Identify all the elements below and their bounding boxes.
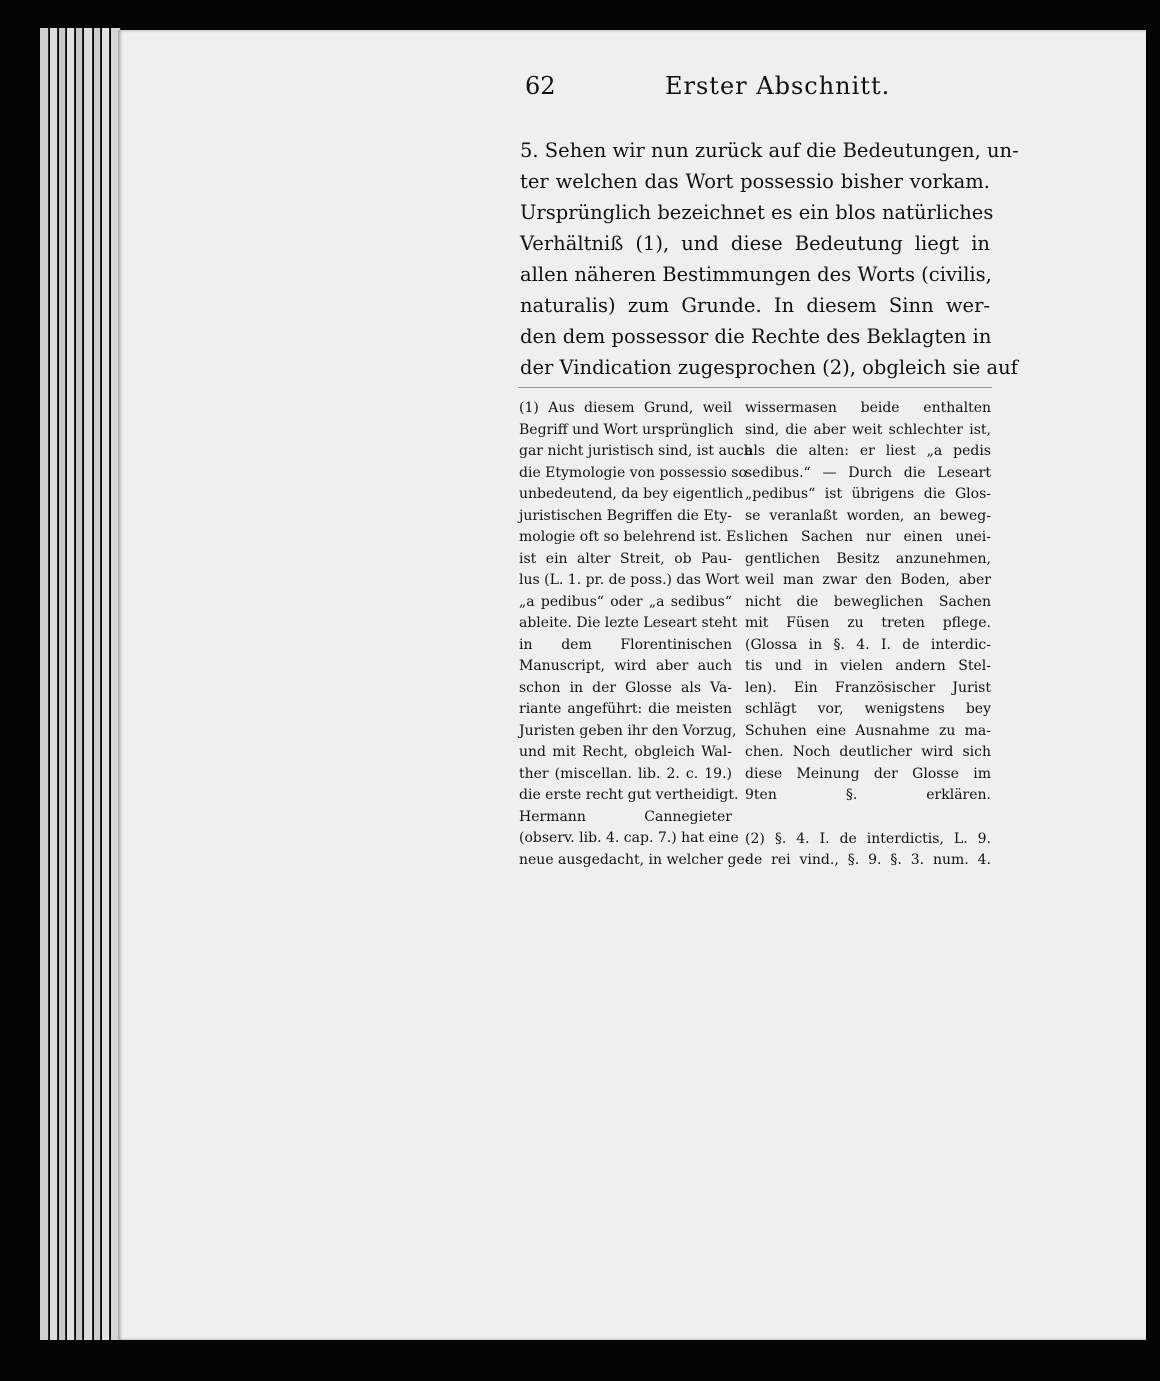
- body-line: allen näheren Bestimmungen des Worts (civilis,: [520, 263, 992, 286]
- footnote-line: schlägt vor, wenigstens bey: [745, 701, 991, 717]
- footnote-line: lichen Sachen nur einen unei-: [745, 529, 991, 545]
- bleed-through: [148, 900, 1048, 1320]
- footnote-line: gentlichen Besitz anzunehmen,: [745, 550, 991, 567]
- footnote-line: (observ. lib. 4. cap. 7.) hat eine: [519, 830, 739, 846]
- running-head: Erster Abschnitt.: [665, 72, 891, 100]
- body-line: 5. Sehen wir nun zurück auf die Bedeutungen, un-: [520, 139, 1019, 162]
- footnote-line: Hermann Cannegieter: [519, 808, 732, 825]
- footnote-line: sedibus.“ — Durch die Leseart: [745, 464, 991, 481]
- footnote-line: die Etymologie von possessio so: [519, 464, 747, 481]
- footnote-line: (Glossa in §. 4. I. de interdic-: [745, 636, 991, 653]
- footnote-line: Begriff und Wort ursprünglich: [519, 421, 734, 438]
- page-header: [525, 72, 945, 112]
- footnote-line: sind, die aber weit schlechter ist,: [745, 421, 991, 438]
- footnote-line: Juristen geben ihr den Vorzug,: [519, 722, 737, 739]
- footnote-line: Manuscript, wird aber auch: [519, 658, 732, 674]
- footnote-line: als die alten: er liest „a pedis: [745, 443, 991, 459]
- page-number: 62: [525, 72, 556, 100]
- footnote-line: neue ausgedacht, in welcher ge-: [519, 851, 750, 868]
- footnote-line: diese Meinung der Glosse im: [745, 765, 991, 782]
- footnote-line: lus (L. 1. pr. de poss.) das Wort: [519, 572, 740, 588]
- body-line: Ursprünglich bezeichnet es ein blos natürliches: [520, 201, 994, 224]
- footnote-line: die erste recht gut vertheidigt.: [519, 787, 739, 803]
- footnote-line: len). Ein Französischer Jurist: [745, 679, 991, 696]
- footnote-line: se veranlaßt worden, an beweg-: [745, 507, 991, 524]
- footnote-line: 9ten §. erklären.: [745, 787, 991, 803]
- footnote-line: de rei vind., §. 9. §. 3. num. 4.: [745, 852, 991, 868]
- footnote-line: weil man zwar den Boden, aber: [745, 572, 991, 588]
- footnote-line: mit Füsen zu treten pflege.: [745, 615, 991, 631]
- footnote-line: tis und in vielen andern Stel-: [745, 658, 991, 674]
- footnote-line: „pedibus“ ist übrigens die Glos-: [745, 486, 991, 502]
- body-line: naturalis) zum Grunde. In diesem Sinn wer-: [520, 294, 990, 317]
- footnote-line: „a pedibus“ oder „a sedibus“: [519, 593, 732, 610]
- footnote-rule: [518, 387, 992, 388]
- footnote-line: juristischen Begriffen die Ety-: [519, 507, 732, 524]
- footnote-line: gar nicht juristisch sind, ist auch: [519, 443, 753, 459]
- footnote-line: ist ein alter Streit, ob Pau-: [519, 550, 732, 567]
- body-line: ter welchen das Wort possessio bisher vorkam.: [520, 170, 990, 193]
- footnote-2: [745, 829, 991, 872]
- footnote-line: Schuhen eine Ausnahme zu ma-: [745, 722, 991, 739]
- footnote-line: und mit Recht, obgleich Wal-: [519, 744, 732, 760]
- footnote-line: ther (miscellan. lib. 2. c. 19.): [519, 765, 732, 782]
- footnote-line: (2) §. 4. I. de interdictis, L. 9.: [745, 830, 991, 847]
- footnote-line: riante angeführt: die meisten: [519, 701, 732, 717]
- footnote-line: (1) Aus diesem Grund, weil: [519, 400, 732, 416]
- footnote-continuation-column: [745, 398, 991, 872]
- footnote-line: chen. Noch deutlicher wird sich: [745, 744, 991, 760]
- footnote-line: wissermasen beide enthalten: [745, 400, 991, 416]
- footnote-line: in dem Florentinischen: [519, 636, 732, 653]
- footnote-line: ableite. Die lezte Leseart steht: [519, 615, 738, 631]
- footnote-1-column: [519, 398, 753, 871]
- footnote-line: mologie oft so belehrend ist. Es: [519, 529, 744, 545]
- body-line: den dem possessor die Rechte des Beklagten in: [520, 325, 992, 348]
- body-line: der Vindication zugesprochen (2), obgleich sie auf: [520, 356, 1018, 379]
- footnote-line: unbedeutend, da bey eigentlich: [519, 486, 744, 502]
- body-line: Verhältniß (1), und diese Bedeutung liegt in: [520, 232, 990, 255]
- footnote-line: schon in der Glosse als Va-: [519, 679, 732, 696]
- page-edges: [40, 28, 120, 1340]
- main-paragraph: [520, 135, 1019, 383]
- footnote-line: nicht die beweglichen Sachen: [745, 593, 991, 610]
